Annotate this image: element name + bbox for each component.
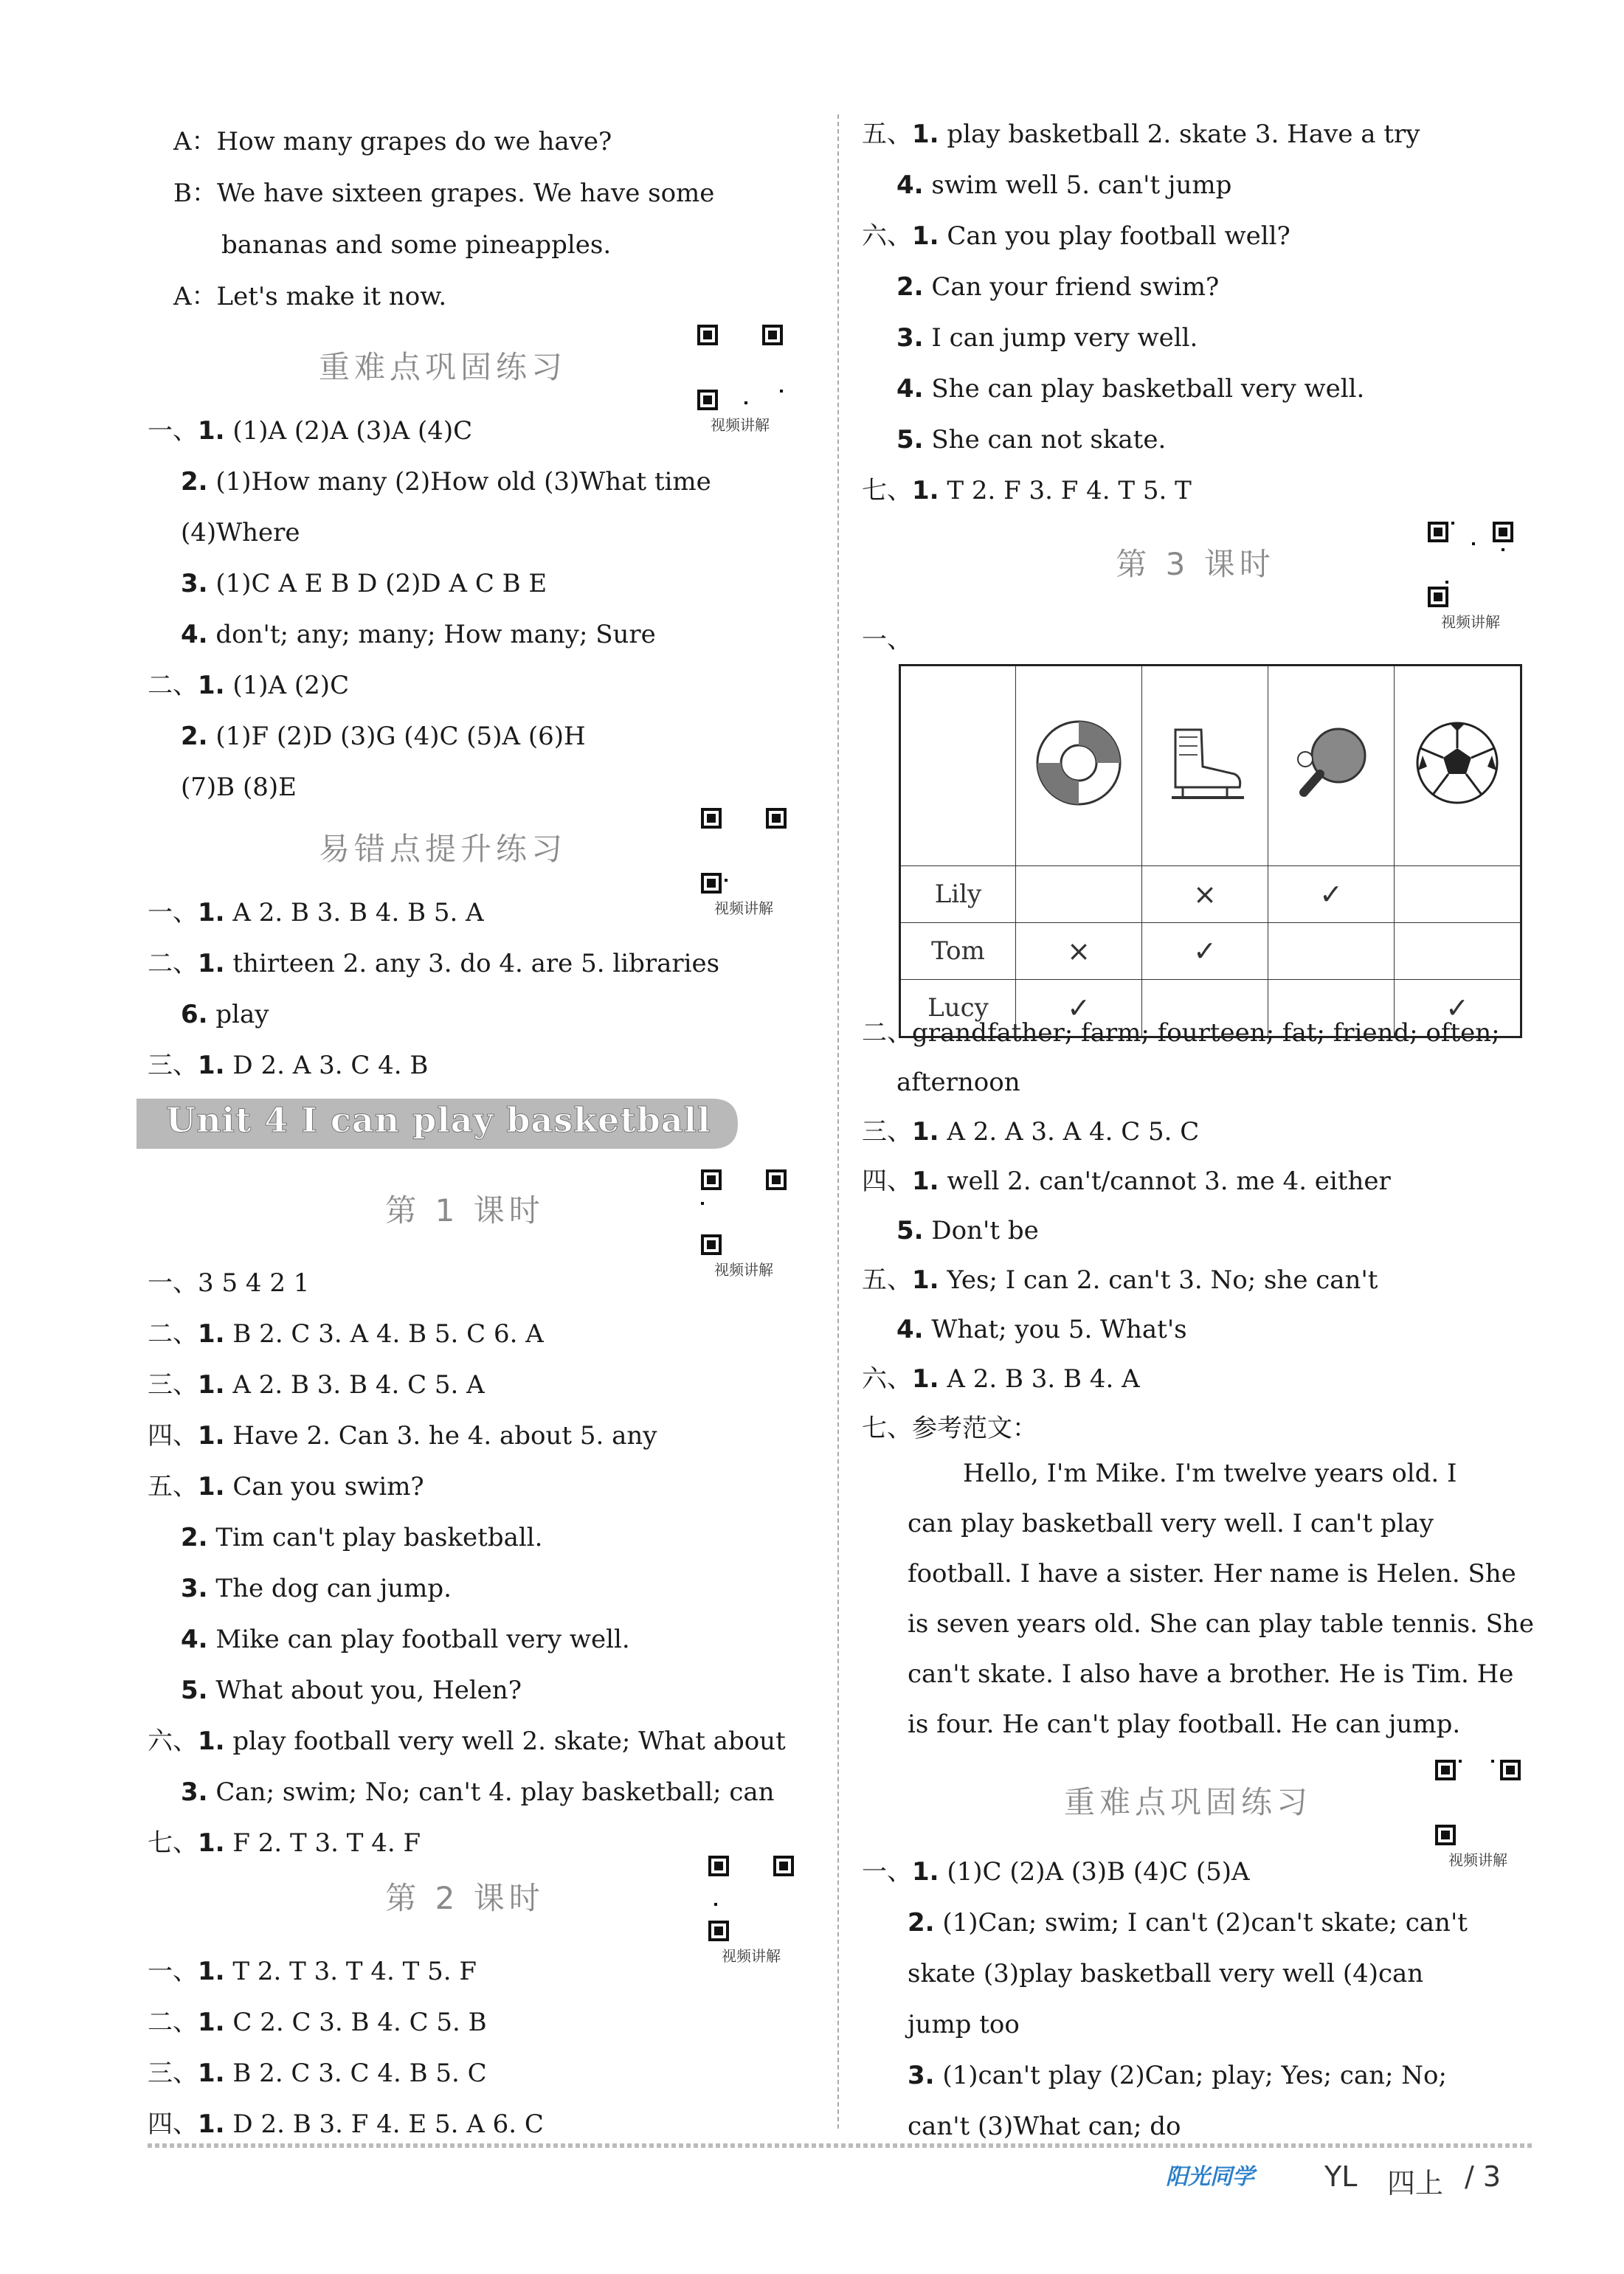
dialog-line: [173, 125, 612, 158]
item-number: 5.: [181, 1676, 208, 1705]
answer-text: swim well 5. can't jump: [931, 170, 1232, 200]
answer-text: A 2. B 3. B 4. A: [947, 1364, 1140, 1394]
answer-line: [908, 2008, 1020, 2041]
qr-code-icon[interactable]: [701, 1169, 787, 1255]
answer-text: Don't be: [931, 1216, 1039, 1245]
item-number: 2.: [181, 467, 208, 497]
item-number: 1.: [912, 1167, 939, 1196]
item-number: 1.: [912, 120, 939, 149]
section-title: 重难点巩固练习: [1063, 1784, 1312, 1820]
item-number: 1.: [198, 2008, 225, 2037]
column-divider: [837, 114, 839, 2129]
question-number: 一、: [148, 1268, 198, 1298]
answer-line: [181, 1623, 630, 1656]
mark-cell: [1268, 923, 1395, 980]
answer-text: B：We have sixteen grapes. We have some: [173, 179, 715, 208]
answer-line: [908, 2110, 1181, 2143]
table-corner: [900, 666, 1016, 866]
mark-cell: [1142, 923, 1268, 980]
mark-cell: [1142, 980, 1268, 1037]
question-number: 四、: [862, 1167, 912, 1196]
answer-line: [148, 2108, 544, 2140]
table-header-row: [900, 666, 1521, 866]
answer-line: [148, 1267, 309, 1299]
table-row: [900, 923, 1521, 980]
answer-text: A 2. B 3. B 4. C 5. A: [232, 1370, 485, 1400]
answer-line: [148, 1318, 544, 1350]
answer-line: [148, 947, 719, 980]
answer-text: grandfather; farm; fourteen; fat; friend; often;: [912, 1018, 1500, 1048]
footer-code: YL: [1324, 2160, 1358, 2193]
answer-line: [148, 2006, 487, 2039]
answer-text: What about you, Helen?: [215, 1676, 522, 1705]
item-number: 2.: [181, 722, 208, 751]
item-number: 2.: [908, 1908, 935, 1938]
mark-cell: [1016, 866, 1142, 923]
question-number: 一、: [148, 416, 198, 446]
question-number: 三、: [148, 1370, 198, 1400]
question-number: 六、: [862, 221, 912, 251]
answer-text: The dog can jump.: [215, 1574, 452, 1603]
check-mark: ✓: [1445, 992, 1469, 1024]
question-number: 二、: [148, 671, 198, 700]
answer-text: (4)Where: [181, 518, 300, 547]
question-number: 五、: [148, 1472, 198, 1501]
row-name: Lily: [900, 866, 1016, 923]
check-mark: ✓: [1319, 878, 1343, 910]
answer-text: A：Let's make it now.: [173, 282, 447, 311]
answer-line: [862, 1116, 1199, 1148]
question-number: 一、: [862, 625, 912, 654]
answer-text: can't (3)What can; do: [908, 2112, 1181, 2141]
answer-line: [862, 1264, 1378, 1296]
item-number: 3.: [181, 569, 208, 598]
question-number: 三、: [862, 1117, 912, 1147]
answer-text: Can your friend swim?: [931, 272, 1220, 302]
answer-text: B 2. C 3. C 4. B 5. C: [232, 2059, 487, 2088]
footer-grade: 四上: [1387, 2167, 1444, 2199]
qr-code-icon[interactable]: [701, 808, 787, 894]
item-number: 3.: [181, 1574, 208, 1603]
item-number: 1.: [912, 1364, 939, 1394]
essay-line: can't skate. I also have a brother. He is Tim. He: [908, 1659, 1514, 1689]
answer-line: [148, 1725, 786, 1758]
item-number: 1.: [198, 949, 225, 978]
answer-text: (1)C (2)A (3)B (4)C (5)A: [947, 1857, 1250, 1887]
answer-line: [896, 1313, 1187, 1346]
item-number: 1.: [198, 1957, 225, 1986]
item-number: 4.: [181, 620, 208, 649]
qr-caption: 视频讲解: [714, 899, 773, 917]
question-number: 一、: [148, 898, 198, 927]
item-number: 3.: [181, 1777, 208, 1807]
item-number: 1.: [912, 476, 939, 505]
answer-text: (1)Can; swim; I can't (2)can't skate; can't: [942, 1908, 1468, 1938]
question-number: 五、: [862, 1265, 912, 1295]
answer-line: [896, 1214, 1039, 1247]
answer-text: Can you swim?: [232, 1472, 424, 1501]
answer-line: [148, 1955, 477, 1988]
answer-line: [181, 998, 269, 1031]
section-title: 第 1 课时: [385, 1192, 545, 1228]
answer-line: [181, 466, 711, 498]
question-number: 四、: [148, 1421, 198, 1451]
cross-mark: ×: [1193, 878, 1217, 910]
answer-line: [181, 1572, 452, 1605]
question-number: 二、: [148, 949, 198, 978]
item-number: 4.: [896, 1315, 924, 1344]
qr-caption: 视频讲解: [1441, 613, 1500, 631]
answer-text: She can not skate.: [931, 425, 1167, 455]
question-number: 二、: [148, 1319, 198, 1349]
check-mark: ✓: [1193, 935, 1217, 967]
page-number: / 3: [1465, 2160, 1502, 2193]
series-logo: 阳光同学: [1166, 2164, 1254, 2190]
mark-cell: [1395, 866, 1521, 923]
qr-code-icon[interactable]: [1435, 1760, 1521, 1845]
question-number: 三、: [148, 1051, 198, 1080]
answer-text: 参考范文：: [912, 1414, 1037, 1443]
answer-text: play: [215, 1000, 269, 1029]
answer-line: [148, 1827, 421, 1859]
answer-text: D 2. B 3. F 4. E 5. A 6. C: [232, 2109, 544, 2139]
answer-line: [862, 220, 1290, 252]
answer-line: [148, 896, 484, 929]
mark-cell: [1395, 980, 1521, 1037]
answer-text: don't; any; many; How many; Sure: [215, 620, 656, 649]
answer-text: skate (3)play basketball very well (4)can: [908, 1959, 1424, 1988]
question-number: 一、: [148, 1957, 198, 1986]
item-number: 1.: [198, 1472, 225, 1501]
dialog-line: [221, 229, 611, 261]
ice-skate-icon: [1142, 666, 1268, 866]
item-number: 3.: [896, 323, 924, 353]
answer-line: [862, 118, 1420, 151]
item-number: 1.: [198, 2109, 225, 2139]
answer-text: play football very well 2. skate; What about: [232, 1727, 786, 1756]
item-number: 1.: [198, 1319, 225, 1349]
section-title: 第 3 课时: [1116, 546, 1275, 582]
answer-text: T 2. F 3. F 4. T 5. T: [947, 476, 1192, 505]
item-number: 6.: [181, 1000, 208, 1029]
answer-text: well 2. can't/cannot 3. me 4. either: [947, 1167, 1391, 1196]
answer-text: Have 2. Can 3. he 4. about 5. any: [232, 1421, 657, 1451]
mark-cell: [1268, 866, 1395, 923]
answer-text: (1)C A E B D (2)D A C B E: [215, 569, 547, 598]
item-number: 5.: [896, 425, 924, 455]
answer-line: [148, 415, 472, 447]
answer-line: [148, 1369, 485, 1401]
answer-line: [896, 424, 1166, 456]
answer-line: [181, 618, 656, 651]
answer-line: [181, 771, 297, 803]
question-number: 四、: [148, 2109, 198, 2139]
item-number: 4.: [181, 1625, 208, 1654]
answer-text: Can; swim; No; can't 4. play basketball; can: [215, 1777, 775, 1807]
qr-code-icon[interactable]: [708, 1856, 794, 1941]
answer-text: F 2. T 3. T 4. F: [232, 1828, 421, 1858]
item-number: 4.: [896, 170, 924, 200]
answer-line: [896, 271, 1219, 303]
answer-text: bananas and some pineapples.: [221, 230, 612, 260]
qr-code-icon[interactable]: [697, 325, 783, 410]
section-title: 重难点巩固练习: [318, 349, 567, 385]
activity-table: [899, 664, 1522, 1038]
answer-line: [862, 1412, 1037, 1445]
dialog-line: [173, 280, 446, 313]
table-tennis-icon: [1268, 666, 1395, 866]
item-number: 1.: [912, 1265, 939, 1295]
answer-line: [181, 516, 300, 549]
answer-text: Tim can't play basketball.: [215, 1523, 543, 1552]
answer-text: A：How many grapes do we have?: [173, 127, 612, 156]
answer-line: [862, 474, 1192, 507]
answer-text: I can jump very well.: [931, 323, 1198, 353]
question-number: 一、: [862, 1857, 912, 1887]
check-mark: ✓: [1067, 992, 1091, 1024]
answer-text: Can you play football well?: [947, 221, 1290, 251]
item-number: 1.: [912, 1117, 939, 1147]
mark-cell: [1016, 980, 1142, 1037]
qr-code-icon[interactable]: [1428, 522, 1513, 607]
answer-line: [181, 1674, 522, 1707]
answer-line: [908, 2059, 1447, 2092]
table-row: [900, 866, 1521, 923]
answer-line: [908, 1957, 1423, 1990]
mark-cell: [1016, 923, 1142, 980]
unit-title: Unit 4 I can play basketball: [166, 1100, 711, 1140]
answer-text: (1)can't play (2)Can; play; Yes; can; No;: [942, 2061, 1447, 2090]
item-number: 1.: [198, 1727, 225, 1756]
question-number: 七、: [862, 1414, 912, 1443]
item-number: 1.: [198, 1051, 225, 1080]
answer-line: [148, 1471, 424, 1503]
answer-line: [148, 669, 349, 702]
answer-text: A 2. A 3. A 4. C 5. C: [947, 1117, 1200, 1147]
answer-line: [896, 322, 1198, 354]
answer-text: (7)B (8)E: [181, 773, 297, 802]
question-number: 二、: [862, 1018, 912, 1048]
answer-text: What; you 5. What's: [931, 1315, 1187, 1344]
table-row: [900, 980, 1521, 1037]
item-number: 1.: [198, 671, 225, 700]
dialog-line: [173, 177, 714, 210]
essay-line: can play basketball very well. I can't play: [908, 1509, 1434, 1538]
answer-text: play basketball 2. skate 3. Have a try: [947, 120, 1420, 149]
answer-text: Mike can play football very well.: [215, 1625, 630, 1654]
item-number: 2.: [896, 272, 924, 302]
answer-line: [181, 1776, 775, 1808]
swim-ring-icon: [1016, 666, 1142, 866]
question-number: 六、: [862, 1364, 912, 1394]
question-number-line: [862, 623, 912, 656]
item-number: 2.: [181, 1523, 208, 1552]
qr-caption: 视频讲解: [711, 416, 770, 434]
answer-text: A 2. B 3. B 4. B 5. A: [232, 898, 484, 927]
cross-mark: ×: [1067, 935, 1091, 967]
item-number: 1.: [912, 221, 939, 251]
answer-line: [862, 1856, 1250, 1888]
answer-text: C 2. C 3. B 4. C 5. B: [232, 2008, 487, 2037]
item-number: 1.: [198, 1421, 225, 1451]
essay-line: football. I have a sister. Her name is Helen. She: [908, 1559, 1516, 1589]
question-number: 七、: [148, 1828, 198, 1858]
qr-caption: 视频讲解: [714, 1261, 773, 1279]
essay-line: is four. He can't play football. He can jump.: [908, 1710, 1461, 1739]
answer-line: [181, 567, 547, 600]
answer-text: B 2. C 3. A 4. B 5. C 6. A: [232, 1319, 544, 1349]
answer-text: T 2. T 3. T 4. T 5. F: [232, 1957, 477, 1986]
item-number: 1.: [198, 1828, 225, 1858]
question-number: 七、: [862, 476, 912, 505]
answer-text: (1)A (2)C: [232, 671, 350, 700]
row-name: Lucy: [900, 980, 1016, 1037]
essay-line: is seven years old. She can play table tennis. She: [908, 1609, 1534, 1639]
answer-line: [181, 720, 586, 753]
answer-text: 3 5 4 2 1: [198, 1268, 310, 1298]
question-number: 五、: [862, 120, 912, 149]
unit-banner: [137, 1094, 742, 1153]
answer-text: (1)F (2)D (3)G (4)C (5)A (6)H: [215, 722, 586, 751]
question-number: 六、: [148, 1727, 198, 1756]
answer-line: [862, 1363, 1140, 1395]
question-number: 二、: [148, 2008, 198, 2037]
football-icon: [1395, 666, 1521, 866]
essay-line: Hello, I'm Mike. I'm twelve years old. I: [963, 1459, 1457, 1488]
item-number: 1.: [912, 1857, 939, 1887]
item-number: 4.: [896, 374, 924, 404]
answer-line: [908, 1907, 1468, 1939]
item-number: 1.: [198, 898, 225, 927]
answer-line: [148, 2057, 487, 2090]
qr-caption: 视频讲解: [722, 1947, 781, 1965]
answer-line: [148, 1049, 428, 1082]
answer-text: She can play basketball very well.: [931, 374, 1365, 404]
answer-text: jump too: [908, 2010, 1020, 2039]
answer-text: afternoon: [896, 1068, 1020, 1097]
answer-line: [896, 373, 1364, 405]
answer-line: [181, 1521, 542, 1554]
answer-line: [896, 169, 1231, 201]
answer-text: D 2. A 3. C 4. B: [232, 1051, 429, 1080]
answer-line: [896, 1066, 1020, 1099]
item-number: 3.: [908, 2061, 935, 2090]
question-number: 三、: [148, 2059, 198, 2088]
item-number: 1.: [198, 416, 225, 446]
qr-caption: 视频讲解: [1448, 1851, 1507, 1869]
item-number: 5.: [896, 1216, 924, 1245]
section-title: 易错点提升练习: [318, 831, 567, 867]
answer-text: thirteen 2. any 3. do 4. are 5. libraries: [232, 949, 720, 978]
answer-text: (1)How many (2)How old (3)What time: [215, 467, 711, 497]
answer-text: Yes; I can 2. can't 3. No; she can't: [947, 1265, 1378, 1295]
mark-cell: [1268, 980, 1395, 1037]
mark-cell: [1395, 923, 1521, 980]
footer-rule: [148, 2143, 1535, 2148]
answer-line: [148, 1420, 657, 1452]
item-number: 1.: [198, 1370, 225, 1400]
section-title: 第 2 课时: [385, 1880, 545, 1916]
item-number: 1.: [198, 2059, 225, 2088]
answer-line: [862, 1165, 1391, 1198]
row-name: Tom: [900, 923, 1016, 980]
answer-text: (1)A (2)A (3)A (4)C: [232, 416, 473, 446]
mark-cell: [1142, 866, 1268, 923]
